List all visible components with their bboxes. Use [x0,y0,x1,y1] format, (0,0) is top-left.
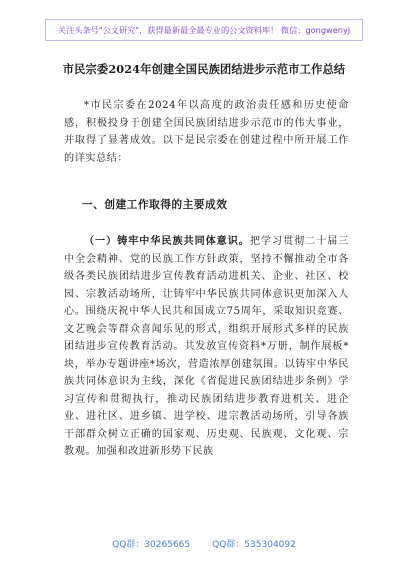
section-heading: 一、创建工作取得的主要成效 [82,199,228,211]
document-title: 市民宗委2024年创建全国民族团结进步示范市工作总结 [62,62,346,76]
footer-qq-group-1: QQ群：30265665 [112,540,191,550]
top-banner: 关注头条号"公文研究"，获得最新最全最专业的公文资料库！ 微信：gongwenyj [45,19,363,41]
footer [0,537,408,550]
paragraph-body: 把学习贯彻二十届三中全会精神、党的民族工作方针政策，坚持不懈推动全市各级各类民族团结进步宣传教育活动进机关、企业、社区、校园、宗教活动场所，让铸牢中华民族共同体意识更加深入人心。围绕庆祝中华人民共和国成立75周年，采取知识竞赛、文艺晚会等群众喜闻乐见的形式，组织开展形式多样的民族团结进步宣传教育活动。共发放宣传资料*万册，制作展板*块，举办专题讲座*场次，营造浓厚创建氛围。以铸牢中华民族共同体意识为主线，深化《省促进民族团结进步条例》学习宣传和贯彻执行，推动民族团结进步教育进机关、进企业、进社区、进乡镇、进学校、进宗教活动场所，引导各族干部群众树立正确的国家观、历史观、民族观、文化观、宗教观。加强和改进新形势下民族 [64,236,350,457]
footer-qq-group-2: QQ群：535304092 [212,540,296,550]
intro-paragraph: *市民宗委在2024年以高度的政治责任感和历史使命感，积极投身于创建全国民族团结进步示范市的伟大事业，并取得了显著成效。以下是民宗委在创建过程中所开展工作的详实总结： [64,100,349,164]
paragraph-lead: （一）铸牢中华民族共同体意识。 [84,236,250,247]
section-paragraph [64,233,349,461]
